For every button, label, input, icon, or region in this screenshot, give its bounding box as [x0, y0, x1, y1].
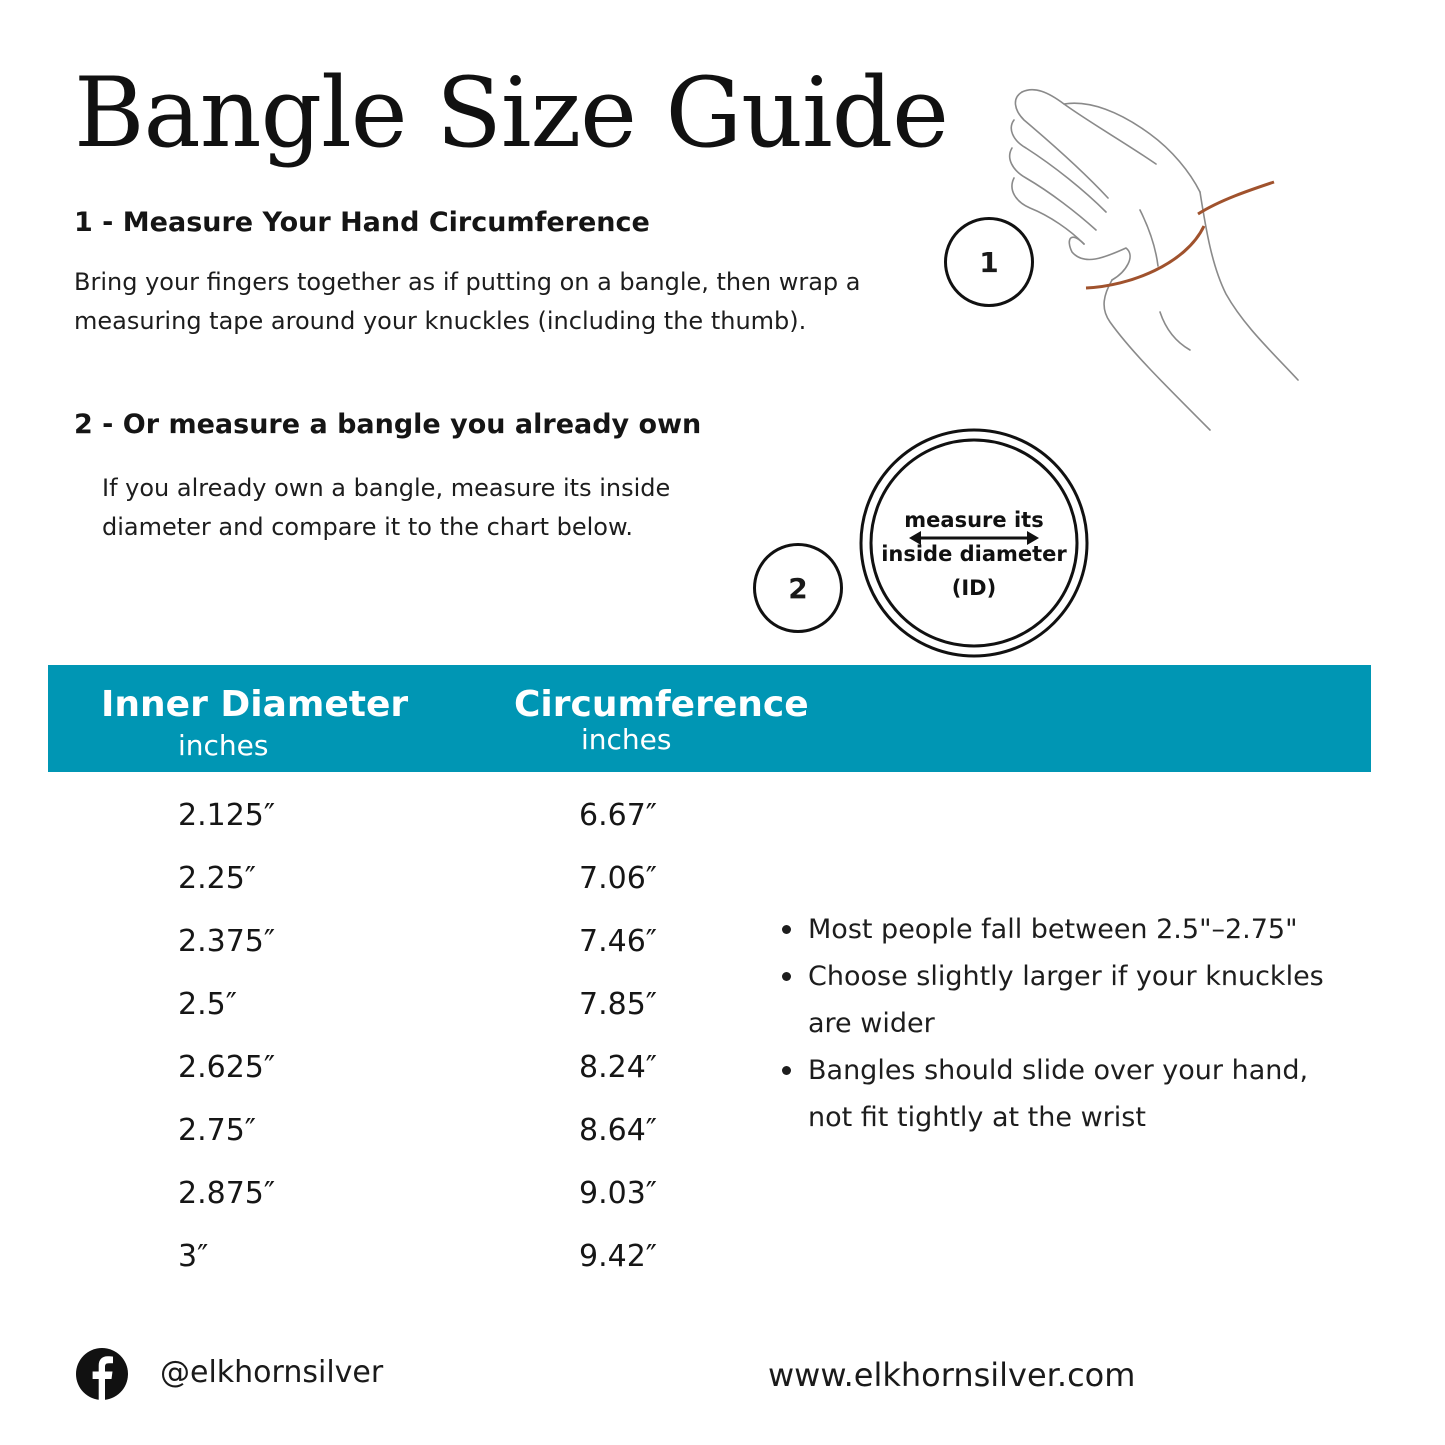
table-cell-circumference: 8.24″ [579, 1050, 658, 1085]
table-cell-diameter: 2.375″ [178, 924, 276, 959]
palm-line [1160, 312, 1190, 350]
step-1-section [74, 206, 894, 341]
step-1-badge: 1 [944, 217, 1034, 307]
bangle-label-line-1: measure its [904, 508, 1044, 532]
table-cell-diameter: 2.5″ [178, 987, 237, 1022]
table-cell-circumference: 7.46″ [579, 924, 658, 959]
table-cell-diameter: 2.75″ [178, 1113, 257, 1148]
table-cell-diameter: 2.625″ [178, 1050, 276, 1085]
table-cell-circumference: 7.85″ [579, 987, 658, 1022]
size-table-header [48, 665, 1371, 772]
step-1-body: Bring your fingers together as if putting on a bangle, then wrap a measuring tape around your knuckles (including the thumb). [74, 268, 861, 335]
finger-outline [1010, 148, 1096, 230]
wrist-outline [1200, 192, 1298, 380]
wrist-outline [1104, 280, 1210, 430]
table-cell-circumference: 9.03″ [579, 1176, 658, 1211]
step-2-body: If you already own a bangle, measure its inside diameter and compare it to the chart below. [102, 474, 671, 541]
column-header-inner-diameter: Inner Diameter [101, 684, 409, 725]
finger-outline [1015, 92, 1108, 198]
social-handle-link[interactable]: @elkhornsilver [160, 1355, 384, 1390]
measuring-tape-end [1198, 182, 1274, 214]
step-2-badge: 2 [753, 543, 843, 633]
thumb-outline [1069, 237, 1130, 280]
website-link[interactable]: www.elkhornsilver.com [768, 1356, 1136, 1394]
table-cell-diameter: 2.125″ [178, 798, 276, 833]
column-header-circumference: Circumference [514, 684, 809, 725]
bangle-diagram-label [862, 503, 1086, 605]
knuckle-line [1140, 210, 1158, 266]
sizing-note: Most people fall between 2.5"–2.75" [778, 906, 1338, 953]
table-cell-diameter: 2.25″ [178, 861, 257, 896]
bangle-label-line-2: inside diameter [881, 542, 1067, 566]
page-title: Bangle Size Guide [74, 57, 948, 169]
sizing-note: Choose slightly larger if your knuckles are wider [778, 953, 1338, 1047]
sizing-note: Bangles should slide over your hand, not fit tightly at the wrist [778, 1047, 1338, 1141]
column-unit-circumference: inches [581, 723, 672, 756]
table-cell-diameter: 2.875″ [178, 1176, 276, 1211]
table-cell-circumference: 6.67″ [579, 798, 658, 833]
step-2-section [74, 408, 834, 547]
column-unit-inner-diameter: inches [178, 729, 269, 762]
table-cell-circumference: 9.42″ [579, 1239, 658, 1274]
bangle-label-line-3: (ID) [951, 576, 997, 600]
facebook-icon[interactable] [76, 1348, 128, 1400]
table-cell-circumference: 8.64″ [579, 1113, 658, 1148]
step-2-heading: 2 - Or measure a bangle you already own [74, 409, 702, 440]
step-1-heading: 1 - Measure Your Hand Circumference [74, 207, 650, 238]
sizing-notes-list [778, 906, 1338, 1141]
table-cell-diameter: 3″ [178, 1239, 209, 1274]
finger-outline [1022, 90, 1156, 164]
hand-illustration [1000, 80, 1320, 440]
finger-outline [1011, 120, 1106, 212]
table-cell-circumference: 7.06″ [579, 861, 658, 896]
